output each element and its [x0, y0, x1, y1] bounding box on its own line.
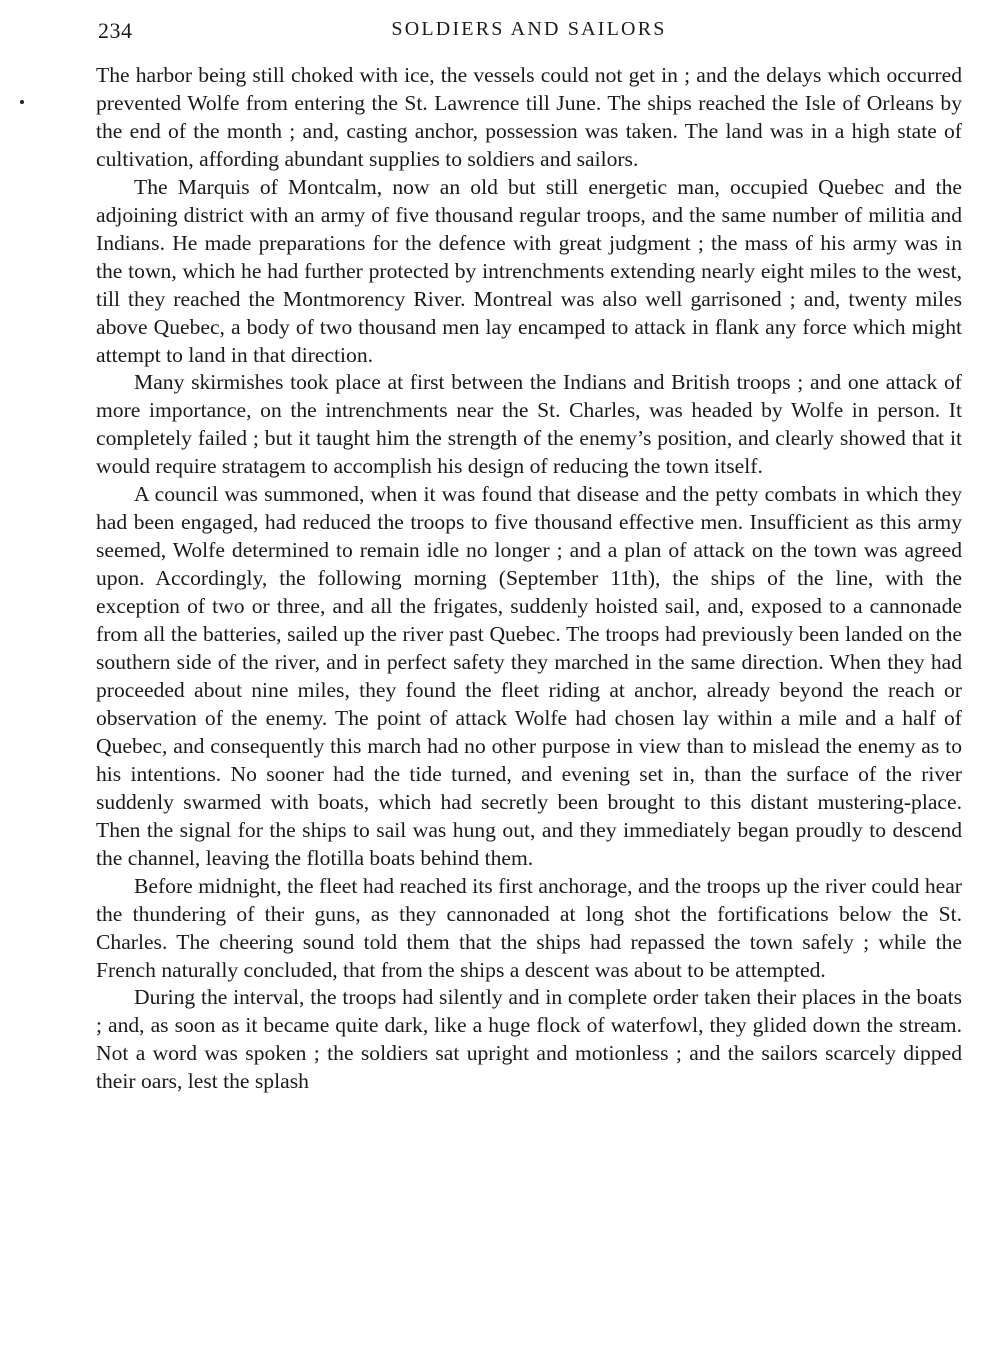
paragraph-5: Before midnight, the fleet had reached its first anchorage, and the troops up the river could hear the thundering of their guns, as they cannonaded at long shot the fortifications below the St. Charles. The cheering sound told them that the ships had repassed the town safely ; while the French naturally concluded, that from the ships a descent was about to be attempted. — [96, 873, 962, 982]
paragraph-6: During the interval, the troops had silently and in complete order taken their places in the boats ; and, as soon as it became quite dark, like a huge flock of waterfowl, they glided down the stream. Not a word was spoken ; the soldiers sat upright and motionless ; and the sailors scarcely dipped their oars, lest the splash — [96, 985, 962, 1094]
running-title: SOLDIERS AND SAILORS — [391, 18, 667, 40]
paragraph-2: The Marquis of Montcalm, now an old but still energetic man, occupied Quebec and the adjoining district with an army of five thousand regular troops, and the same number of militia and Indians. He made preparations for the defence with great judgment ; the mass of his army was in the town, which he had further protected by intrenchments extending nearly eight miles to the west, till they reached the Montmorency River. Montreal was also well garrisoned ; and, twenty miles above Quebec, a body of two thousand men lay encamped to attack in flank any force which might attempt to land in that direction. — [96, 174, 962, 367]
page-number: 234 — [98, 18, 133, 43]
paragraph-4: A council was summoned, when it was found that disease and the petty combats in which they had been engaged, had reduced the troops to five thousand effective men. Insufficient as this army seemed, Wolfe determined to remain idle no longer ; and a plan of attack on the town was agreed upon. Accordingly, the following morning (September 11th), the ships of the line, with the exception of two or three, and all the frigates, suddenly hoisted sail, and, exposed to a cannonade from all the batteries, sailed up the river past Quebec. The troops had previously been landed on the southern side of the river, and in perfect safety they marched in the same direction. When they had proceeded about nine miles, they found the fleet riding at anchor, already beyond the reach or observation of the enemy. The point of attack Wolfe had chosen lay within a mile and a half of Quebec, and consequently this march had no other purpose in view than to mislead the enemy as to his intentions. No sooner had the tide turned, and evening set in, than the surface of the river suddenly swarmed with boats, which had secretly been brought to this distant mustering-place. Then the signal for the ships to sail was hung out, and they immediately began proudly to descend the channel, leaving the flotilla boats behind them. — [96, 482, 962, 870]
margin-speck — [20, 100, 24, 104]
body-text — [96, 62, 962, 1096]
paragraph-1: The harbor being still choked with ice, the vessels could not get in ; and the delays which occurred prevented Wolfe from entering the St. Lawrence till June. The ships reached the Isle of Orleans by the end of the month ; and, casting anchor, possession was taken. The land was in a high state of cultivation, affording abundant supplies to soldiers and sailors. — [96, 63, 962, 171]
paragraph-3: Many skirmishes took place at first between the Indians and British troops ; and one attack of more importance, on the intrenchments near the St. Charles, was headed by Wolfe in person. It completely failed ; but it taught him the strength of the enemy’s position, and clearly showed that it would require stratagem to accomplish his design of reducing the town itself. — [96, 370, 962, 479]
running-head — [98, 18, 960, 48]
